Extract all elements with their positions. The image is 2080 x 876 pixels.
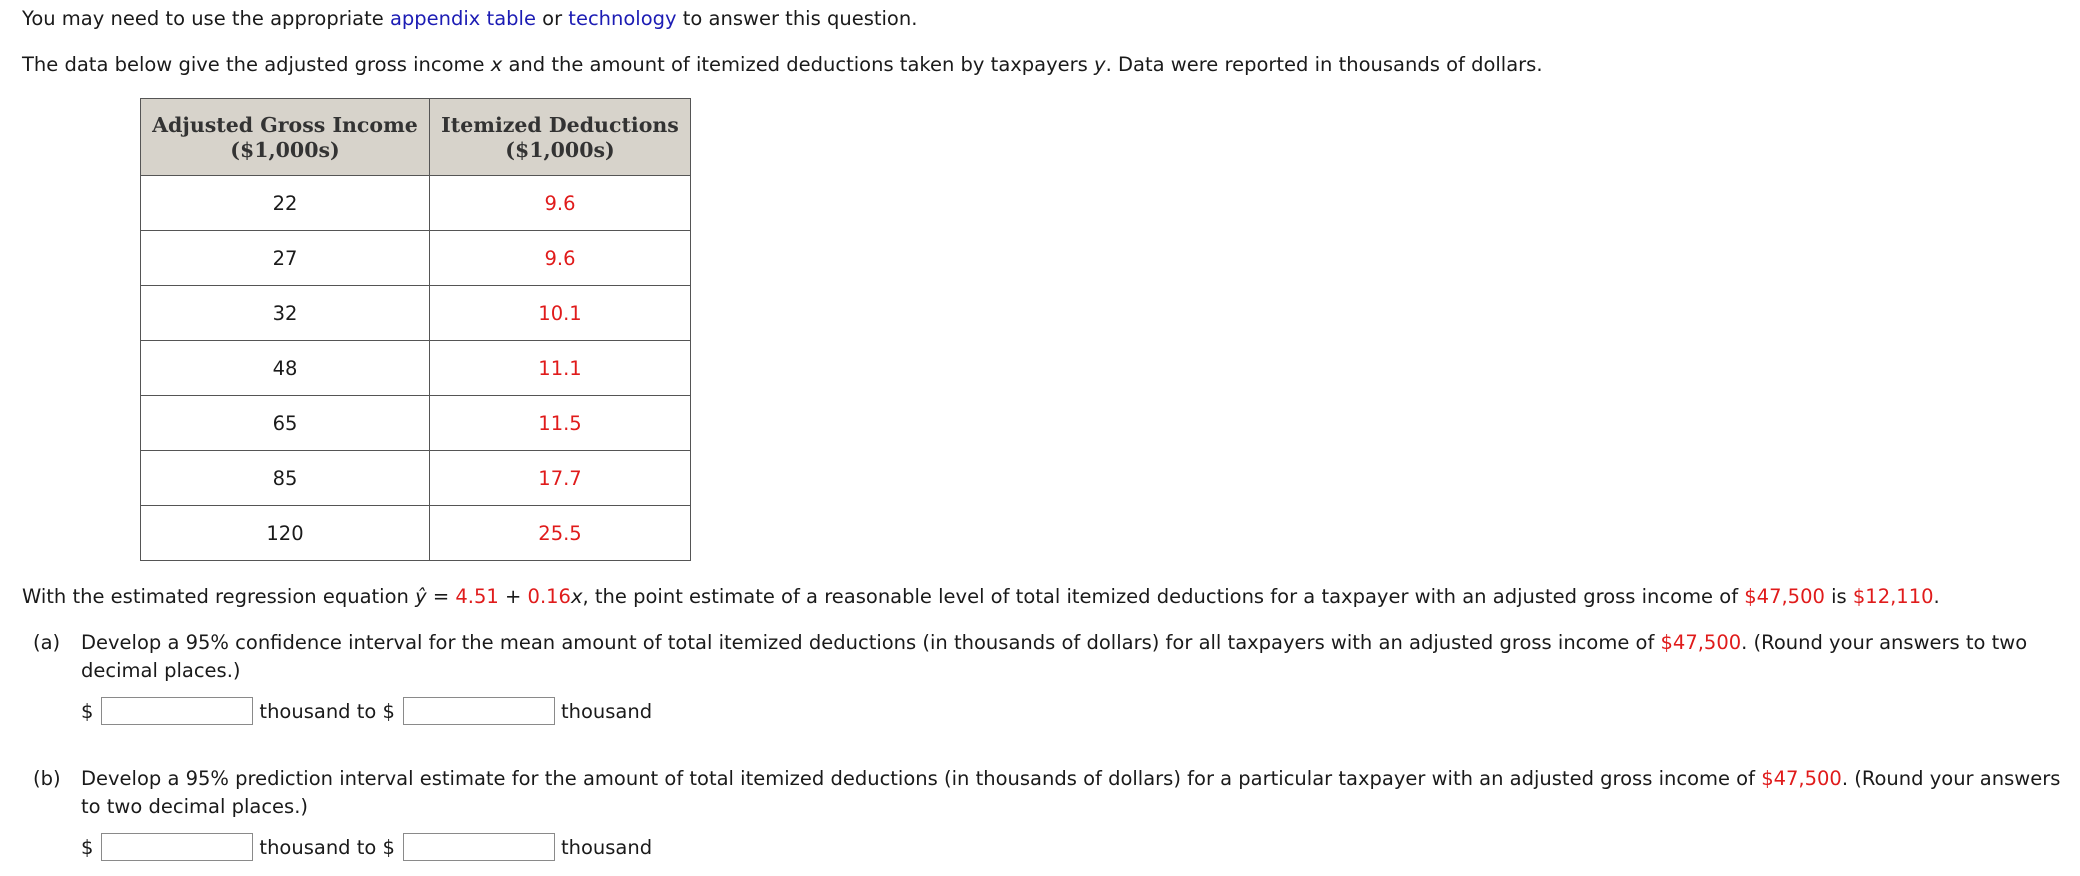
header-income-line1: Adjusted Gross Income bbox=[152, 113, 418, 137]
header-deductions bbox=[430, 99, 691, 176]
part-a-label: (a) bbox=[33, 631, 61, 654]
table-row bbox=[141, 231, 691, 286]
part-b-label: (b) bbox=[33, 767, 61, 790]
y-hat: ŷ bbox=[415, 585, 427, 608]
data-table bbox=[140, 98, 691, 561]
part-a-mid-label: thousand to $ bbox=[259, 699, 395, 723]
part-a-question bbox=[81, 629, 2061, 685]
deduction-cell: 25.5 bbox=[430, 506, 691, 561]
part-b-text-pre: Develop a 95% prediction interval estimate for the amount of total itemized deductions (in thousands of dollars) for a particular taxpayer with an adjusted gross income of bbox=[81, 767, 1762, 790]
plus-sign: + bbox=[498, 585, 528, 608]
intro-text bbox=[22, 5, 917, 32]
technology-link[interactable]: technology bbox=[568, 7, 677, 30]
intro-post: to answer this question. bbox=[676, 7, 918, 30]
part-a-end-label: thousand bbox=[560, 699, 653, 723]
table-row bbox=[141, 396, 691, 451]
part-b-end-label: thousand bbox=[560, 835, 653, 859]
part-b-lower-input[interactable] bbox=[101, 833, 253, 861]
income-cell: 85 bbox=[141, 451, 430, 506]
description-part3: . Data were reported in thousands of dollars. bbox=[1105, 53, 1543, 76]
income-cell: 65 bbox=[141, 396, 430, 451]
part-b-mid-label: thousand to $ bbox=[259, 835, 395, 859]
intercept-value: 4.51 bbox=[455, 585, 499, 608]
data-description bbox=[22, 51, 1543, 78]
table-row bbox=[141, 451, 691, 506]
appendix-table-link[interactable]: appendix table bbox=[389, 7, 536, 30]
regression-mid: , the point estimate of a reasonable level of total itemized deductions for a taxpayer with an adjusted gross income of bbox=[582, 585, 1745, 608]
part-b-text-post: . (Round your answers to two decimal places.) bbox=[81, 767, 2061, 818]
deduction-cell: 11.1 bbox=[430, 341, 691, 396]
intro-mid: or bbox=[535, 7, 569, 30]
income-cell: 32 bbox=[141, 286, 430, 341]
deduction-cell: 11.5 bbox=[430, 396, 691, 451]
header-income-line2: ($1,000s) bbox=[230, 138, 340, 162]
part-b-answer-row bbox=[81, 830, 652, 864]
part-a-income: $47,500 bbox=[1660, 631, 1742, 654]
intro-pre: You may need to use the appropriate bbox=[22, 7, 390, 30]
table-row bbox=[141, 506, 691, 561]
deduction-cell: 10.1 bbox=[430, 286, 691, 341]
regression-end: . bbox=[1933, 585, 1940, 608]
slope-value: 0.16 bbox=[527, 585, 571, 608]
income-cell: 48 bbox=[141, 341, 430, 396]
regression-is: is bbox=[1824, 585, 1853, 608]
income-cell: 22 bbox=[141, 176, 430, 231]
description-part1: The data below give the adjusted gross income bbox=[22, 53, 491, 76]
var-x: x bbox=[490, 53, 503, 76]
deduction-cell: 9.6 bbox=[430, 176, 691, 231]
table-row bbox=[141, 176, 691, 231]
part-a-text-pre: Develop a 95% confidence interval for the mean amount of total itemized deductions (in thousands of dollars) for all taxpayers with an adjusted gross income of bbox=[81, 631, 1661, 654]
part-a-currency: $ bbox=[81, 699, 94, 723]
header-deductions-line1: Itemized Deductions bbox=[441, 113, 679, 137]
table-row bbox=[141, 341, 691, 396]
table-header-row bbox=[141, 99, 691, 176]
part-b-income: $47,500 bbox=[1761, 767, 1842, 790]
income-cell: 27 bbox=[141, 231, 430, 286]
header-deductions-line2: ($1,000s) bbox=[505, 138, 615, 162]
deduction-cell: 9.6 bbox=[430, 231, 691, 286]
equals-sign: = bbox=[426, 585, 456, 608]
header-income bbox=[141, 99, 430, 176]
regression-income: $47,500 bbox=[1744, 585, 1825, 608]
part-b-upper-input[interactable] bbox=[403, 833, 555, 861]
income-cell: 120 bbox=[141, 506, 430, 561]
point-estimate: $12,110 bbox=[1852, 585, 1934, 608]
part-a-answer-row bbox=[81, 694, 652, 728]
description-part2: and the amount of itemized deductions taken by taxpayers bbox=[502, 53, 1095, 76]
regression-x: x bbox=[570, 585, 583, 608]
regression-statement bbox=[22, 583, 1940, 610]
part-a-upper-input[interactable] bbox=[403, 697, 555, 725]
part-b-currency: $ bbox=[81, 835, 94, 859]
var-y: y bbox=[1094, 53, 1106, 76]
part-b-question bbox=[81, 765, 2061, 821]
regression-pre: With the estimated regression equation bbox=[22, 585, 416, 608]
part-a-lower-input[interactable] bbox=[101, 697, 253, 725]
part-a-text-post: . (Round your answers to two decimal places.) bbox=[81, 631, 2028, 682]
deduction-cell: 17.7 bbox=[430, 451, 691, 506]
table-row bbox=[141, 286, 691, 341]
